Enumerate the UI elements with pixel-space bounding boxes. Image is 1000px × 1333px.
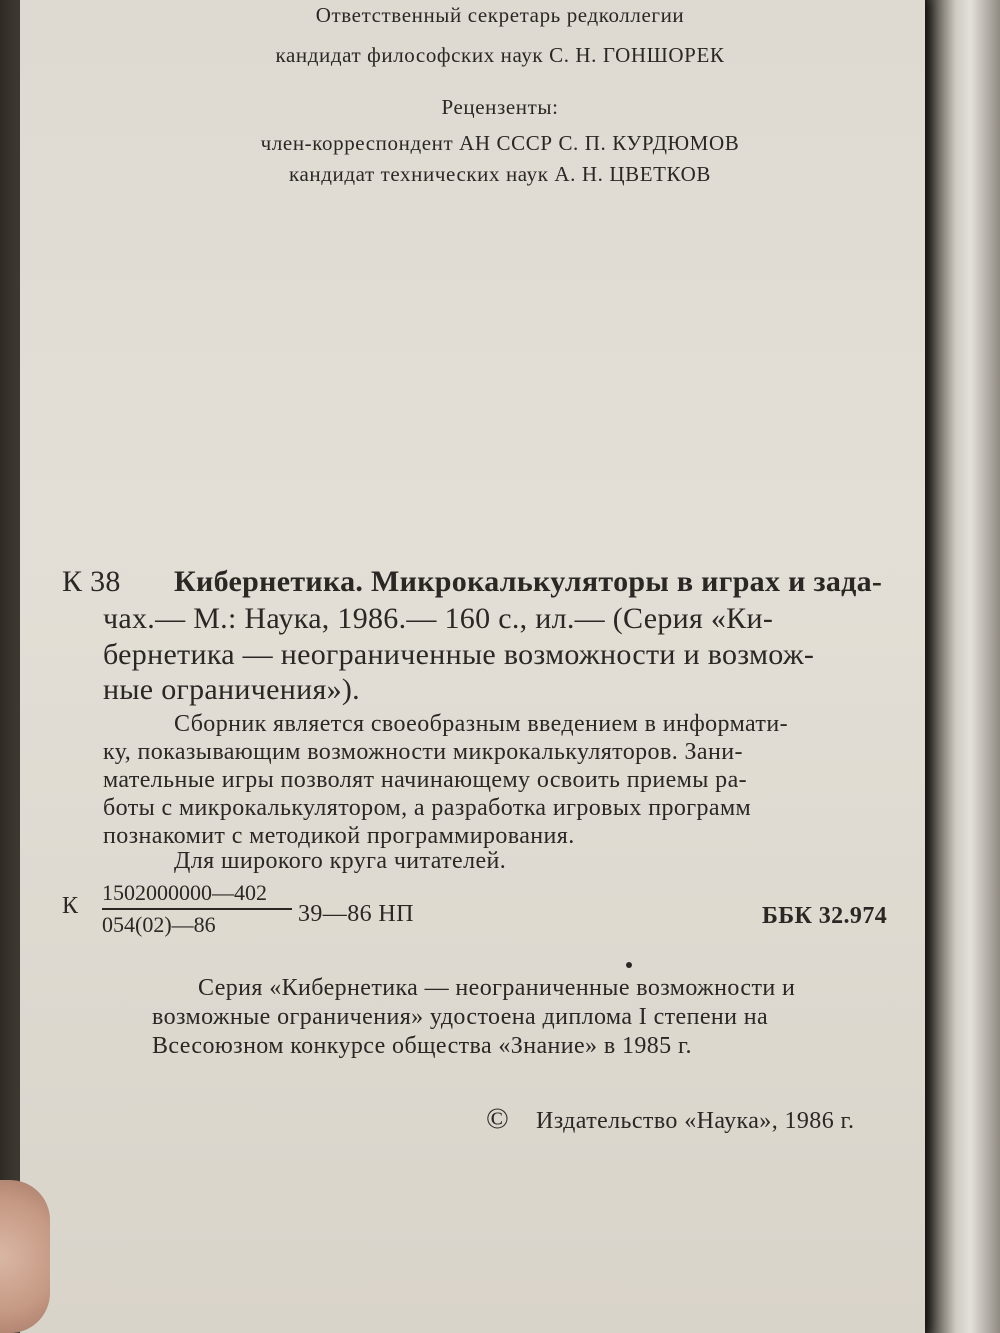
- catalog-index: К 38: [62, 565, 121, 598]
- secretary-name: кандидат философских наук С. Н. ГОНШОРЕК: [275, 43, 725, 67]
- abstract-line: познакомит с методикой программирования.: [103, 823, 575, 849]
- code-numerator: 1502000000—402: [102, 880, 292, 910]
- award-line: возможные ограничения» удостоена диплома I степени на: [152, 1004, 769, 1030]
- audience-line: Для широкого круга читателей.: [174, 848, 507, 874]
- award-line: Всесоюзном конкурсе общества «Знание» в 1985 г.: [152, 1033, 692, 1059]
- catalog-entry-line: Кибернетика. Микрокалькуляторы в играх и зада-: [174, 565, 883, 598]
- reviewer-2: кандидат технических наук А. Н. ЦВЕТКОВ: [288, 162, 712, 186]
- publication-code-fraction: [102, 880, 292, 938]
- code-denominator: 054(02)—86: [102, 912, 216, 937]
- award-line: Серия «Кибернетика — неограниченные возможности и: [198, 975, 796, 1001]
- catalog-entry-line: бернетика — неограниченные возможности и возмож-: [103, 638, 815, 671]
- code-prefix: К: [62, 893, 79, 919]
- reviewers-heading: Рецензенты:: [441, 95, 559, 119]
- abstract-line: боты с микрокалькулятором, а разработка игровых программ: [103, 795, 752, 821]
- abstract-line: мательные игры позволят начинающему освоить приемы ра-: [103, 767, 748, 793]
- copyright-text: Издательство «Наука», 1986 г.: [536, 1108, 855, 1134]
- abstract-line: Сборник является своеобразным введением в информати-: [174, 711, 788, 737]
- catalog-entry-line: ные ограничения»).: [103, 673, 360, 706]
- bbk-code: ББК 32.974: [762, 903, 888, 929]
- code-suffix: 39—86 НП: [298, 901, 414, 927]
- catalog-entry-line: чах.— М.: Наука, 1986.— 160 с., ил.— (Серия «Ки-: [103, 602, 774, 635]
- adjacent-page-edge: [926, 0, 1000, 1333]
- ink-dot: [626, 962, 632, 968]
- abstract-line: ку, показывающим возможности микрокалькуляторов. Зани-: [103, 739, 743, 765]
- finger-holding-book: [0, 1180, 50, 1333]
- copyright-symbol: ©: [486, 1102, 510, 1135]
- reviewer-1: член-корреспондент АН СССР С. П. КУРДЮМОВ: [260, 131, 740, 155]
- secretary-title: Ответственный секретарь редколлегии: [315, 3, 685, 27]
